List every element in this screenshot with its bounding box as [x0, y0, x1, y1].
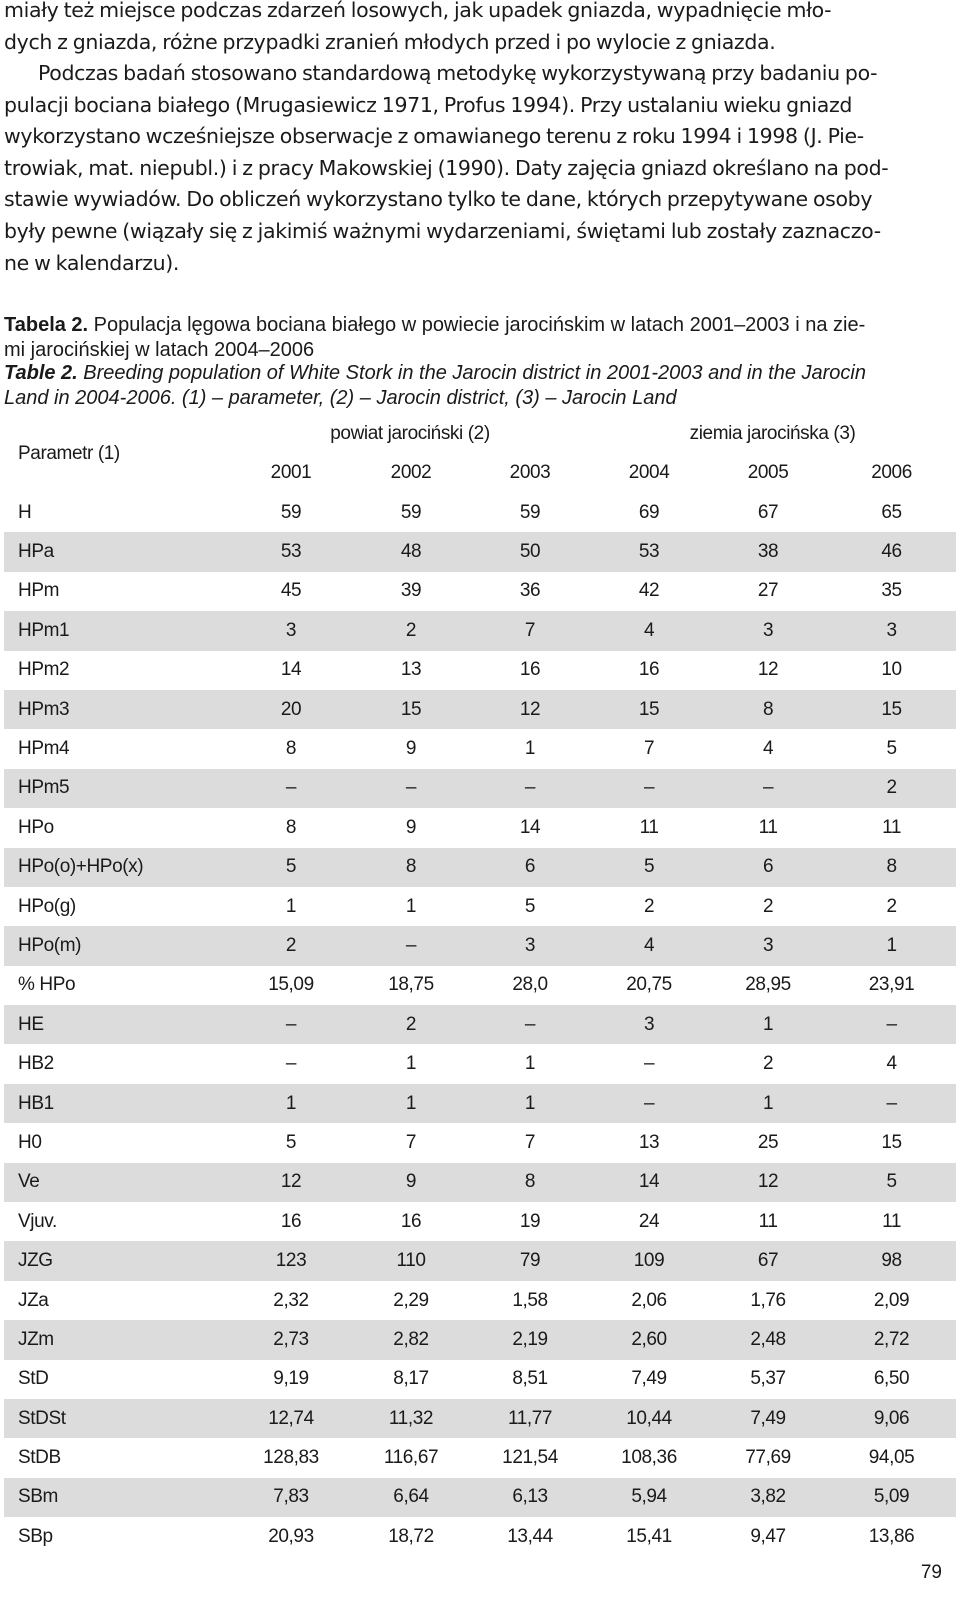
cell-value: 10 — [881, 659, 902, 681]
caption-text: Populacja lęgowa bociana białego w powiecie jarocińskim w latach 2001–2003 i na zie- — [88, 314, 866, 336]
cell-value: – — [589, 769, 709, 808]
header-year: 2002 — [390, 462, 432, 483]
cell-value: 10,44 — [589, 1399, 709, 1438]
caption-text: Breeding population of White Stork in the Jarocin district in 2001-2003 and in the Jarocin — [77, 362, 866, 384]
cell-value: – — [231, 1005, 351, 1044]
cell-value: 3 — [231, 611, 351, 650]
cell-value: 109 — [589, 1241, 709, 1280]
row-parameter: HPm2 — [18, 659, 70, 681]
cell-value: 45 — [280, 580, 302, 602]
cell-value: 9,06 — [827, 1399, 956, 1438]
cell-value: 5 — [231, 848, 351, 887]
cell-value: 123 — [231, 1241, 351, 1280]
cell-value: 1 — [405, 895, 417, 917]
cell-value: 8 — [351, 848, 471, 887]
cell-value: 11 — [639, 816, 659, 838]
cell-value: 67 — [757, 501, 779, 523]
cell-value: – — [589, 1084, 709, 1123]
row-parameter: JZa — [18, 1289, 49, 1311]
cell-value: 8 — [709, 690, 827, 729]
cell-value: 67 — [709, 1241, 827, 1280]
table-row — [4, 611, 956, 650]
cell-value: 7 — [405, 1131, 417, 1153]
cell-value: – — [351, 769, 471, 808]
row-parameter: HPo(o)+HPo(x) — [4, 848, 231, 887]
row-parameter: Vjuv. — [18, 1210, 57, 1232]
cell-value: – — [471, 769, 589, 808]
cell-value: 8 — [285, 738, 297, 760]
cell-value: 35 — [881, 580, 902, 602]
row-parameter: % HPo — [18, 974, 76, 996]
cell-value: 5 — [589, 848, 709, 887]
cell-value: 13,86 — [868, 1525, 915, 1547]
cell-value: 14 — [280, 659, 302, 681]
cell-value: 2 — [762, 1053, 774, 1075]
text-line: ne w kalendarzu). — [4, 250, 180, 275]
cell-value: 2,32 — [273, 1289, 309, 1311]
cell-value: 1 — [231, 1084, 351, 1123]
cell-value: 2,60 — [589, 1320, 709, 1359]
cell-value: – — [709, 769, 827, 808]
cell-value: 25 — [757, 1131, 779, 1153]
table-row — [4, 1163, 956, 1202]
cell-value: 14 — [519, 816, 541, 838]
cell-value: 69 — [638, 501, 660, 523]
cell-value: 6,64 — [351, 1478, 471, 1517]
cell-value: – — [285, 1053, 297, 1075]
cell-value: 6,50 — [873, 1368, 910, 1390]
table-row — [4, 1044, 956, 1083]
cell-value: 13 — [400, 659, 422, 681]
header-year: 2004 — [628, 462, 670, 483]
cell-value: 12,74 — [231, 1399, 351, 1438]
table-row — [4, 926, 956, 965]
cell-value: 94,05 — [868, 1447, 915, 1469]
table-row — [4, 966, 956, 1005]
cell-value: 2 — [762, 895, 774, 917]
row-parameter: HE — [4, 1005, 231, 1044]
cell-value: 2,72 — [827, 1320, 956, 1359]
text-line: pulacji bociana białego (Mrugasiewicz 1971, Profus 1994). Przy ustalaniu wieku gniazd — [4, 92, 853, 117]
cell-value: 59 — [519, 501, 541, 523]
cell-value: 15 — [881, 1131, 902, 1153]
cell-value: 2 — [827, 769, 956, 808]
table-row — [4, 1320, 956, 1359]
cell-value: – — [351, 926, 471, 965]
cell-value: 6 — [709, 848, 827, 887]
row-parameter: H — [18, 501, 32, 523]
cell-value: 7 — [524, 1131, 536, 1153]
cell-value: 53 — [589, 532, 709, 571]
cell-value: 6 — [471, 848, 589, 887]
cell-value: 12 — [709, 1163, 827, 1202]
cell-value: 98 — [827, 1241, 956, 1280]
cell-value: 15 — [827, 690, 956, 729]
table-row — [4, 1005, 956, 1044]
cell-value: 9 — [405, 816, 417, 838]
cell-value: 59 — [280, 501, 302, 523]
cell-value: 1 — [351, 1084, 471, 1123]
cell-value: 8,51 — [512, 1368, 548, 1390]
cell-value: 2 — [231, 926, 351, 965]
cell-value: 9,47 — [750, 1525, 786, 1547]
cell-value: 65 — [881, 501, 902, 523]
cell-value: 2,09 — [873, 1289, 910, 1311]
cell-value: 4 — [589, 926, 709, 965]
table-row — [4, 532, 956, 571]
cell-value: 2,73 — [231, 1320, 351, 1359]
cell-value: 23,91 — [868, 974, 915, 996]
cell-value: 18,75 — [388, 974, 434, 996]
cell-value: 15 — [589, 690, 709, 729]
row-parameter: HPo — [18, 816, 54, 838]
cell-value: 53 — [231, 532, 351, 571]
table-caption-english — [4, 361, 954, 410]
caption-text: Land in 2004-2006. (1) – parameter, (2) – Jarocin district, (3) – Jarocin Land — [4, 386, 677, 409]
header-year: 2003 — [509, 462, 551, 483]
cell-value: 2 — [351, 1005, 471, 1044]
cell-value: 1 — [827, 926, 956, 965]
table-row — [4, 729, 956, 768]
text-line: wykorzystano wcześniejsze obserwacje z omawianego terenu z roku 1994 i 1998 (J. Pie- — [4, 124, 864, 149]
body-paragraph-end — [4, 0, 952, 58]
cell-value: 2 — [351, 611, 471, 650]
cell-value: 19 — [519, 1210, 541, 1232]
cell-value: 1 — [285, 895, 297, 917]
cell-value: 77,69 — [745, 1447, 791, 1469]
cell-value: – — [231, 769, 351, 808]
header-group-district: powiat jarociński (2) — [330, 423, 490, 444]
cell-value: 108,36 — [621, 1447, 677, 1469]
cell-value: 79 — [471, 1241, 589, 1280]
table-caption-polish — [4, 313, 954, 362]
table-row — [4, 651, 956, 690]
row-parameter: HPo(g) — [18, 895, 76, 917]
cell-value: 8,17 — [393, 1368, 429, 1390]
row-parameter: HPm — [18, 580, 60, 602]
cell-value: 3 — [709, 926, 827, 965]
cell-value: 20,93 — [268, 1525, 314, 1547]
cell-value: 1 — [524, 738, 536, 760]
stork-population-table — [4, 415, 956, 1557]
cell-value: 7,83 — [231, 1478, 351, 1517]
text-line: trowiak, mat. niepubl.) i z pracy Makowskiej (1990). Daty zajęcia gniazd określano na pod- — [4, 155, 889, 180]
cell-value: 3 — [827, 611, 956, 650]
table-row — [4, 769, 956, 808]
cell-value: 16 — [638, 659, 660, 681]
cell-value: 2 — [886, 895, 897, 917]
cell-value: 1,58 — [512, 1289, 548, 1311]
cell-value: 1 — [709, 1005, 827, 1044]
table-row — [4, 1438, 956, 1477]
cell-value: 1,76 — [750, 1289, 786, 1311]
row-parameter: SBp — [18, 1525, 53, 1547]
row-parameter: SBm — [4, 1478, 231, 1517]
cell-value: 2,19 — [471, 1320, 589, 1359]
cell-value: 27 — [757, 580, 779, 602]
cell-value: 39 — [400, 580, 422, 602]
cell-value: – — [827, 1084, 956, 1123]
cell-value: 16 — [280, 1210, 302, 1232]
header-year: 2001 — [270, 462, 312, 483]
row-parameter: StD — [18, 1368, 49, 1390]
table-body — [4, 493, 956, 1557]
cell-value: 13,44 — [507, 1525, 553, 1547]
table-row — [4, 1360, 956, 1399]
header-year: 2005 — [747, 462, 789, 483]
table-row — [4, 1202, 956, 1241]
cell-value: 15,41 — [626, 1525, 672, 1547]
cell-value: 16 — [400, 1210, 422, 1232]
cell-value: 3 — [471, 926, 589, 965]
cell-value: 11 — [758, 1210, 778, 1232]
methods-paragraph — [4, 58, 952, 279]
header-parameter: Parametr (1) — [18, 443, 120, 464]
cell-value: 11 — [758, 816, 778, 838]
text-line: były pewne (wiązały się z jakimiś ważnymi wydarzeniami, świętami lub zostały zaznaczo- — [4, 218, 881, 243]
cell-value: 8 — [285, 816, 297, 838]
table-row — [4, 493, 956, 532]
cell-value: 9,19 — [273, 1368, 309, 1390]
cell-value: 7 — [643, 738, 655, 760]
cell-value: 110 — [351, 1241, 471, 1280]
cell-value: 8 — [471, 1163, 589, 1202]
header-year: 2006 — [871, 462, 912, 483]
cell-value: 13 — [638, 1131, 660, 1153]
cell-value: – — [827, 1005, 956, 1044]
cell-value: 8 — [827, 848, 956, 887]
cell-value: 20 — [231, 690, 351, 729]
cell-value: 7,49 — [631, 1368, 667, 1390]
row-parameter: HPm4 — [18, 738, 70, 760]
cell-value: 5,37 — [750, 1368, 786, 1390]
cell-value: 6,13 — [471, 1478, 589, 1517]
row-parameter: HPo(m) — [4, 926, 231, 965]
cell-value: 3 — [589, 1005, 709, 1044]
cell-value: 28,95 — [745, 974, 791, 996]
cell-value: 20,75 — [626, 974, 672, 996]
cell-value: 2,48 — [709, 1320, 827, 1359]
cell-value: 1 — [405, 1053, 417, 1075]
caption-label: Table 2. — [4, 362, 78, 384]
cell-value: 42 — [638, 580, 660, 602]
cell-value: 121,54 — [502, 1447, 558, 1469]
row-parameter: JZG — [4, 1241, 231, 1280]
table-row — [4, 1084, 956, 1123]
table-row — [4, 1241, 956, 1280]
cell-value: 7,49 — [709, 1399, 827, 1438]
cell-value: 7 — [471, 611, 589, 650]
cell-value: 3 — [709, 611, 827, 650]
table-row — [4, 1399, 956, 1438]
cell-value: 12 — [757, 659, 779, 681]
table-row — [4, 572, 956, 611]
cell-value: – — [471, 1005, 589, 1044]
row-parameter: HB1 — [4, 1084, 231, 1123]
cell-value: 28,0 — [512, 974, 548, 996]
cell-value: 5 — [827, 1163, 956, 1202]
cell-value: 12 — [471, 690, 589, 729]
row-parameter: StDSt — [4, 1399, 231, 1438]
cell-value: 1 — [709, 1084, 827, 1123]
cell-value: 1 — [471, 1084, 589, 1123]
cell-value: 4 — [886, 1053, 897, 1075]
cell-value: 12 — [231, 1163, 351, 1202]
table-row — [4, 1123, 956, 1162]
row-parameter: HPm3 — [4, 690, 231, 729]
cell-value: 1 — [524, 1053, 536, 1075]
cell-value: 4 — [589, 611, 709, 650]
cell-value: 36 — [519, 580, 541, 602]
table-row — [4, 808, 956, 847]
cell-value: 128,83 — [263, 1447, 319, 1469]
cell-value: 116,67 — [383, 1447, 439, 1469]
cell-value: 9 — [351, 1163, 471, 1202]
cell-value: 16 — [519, 659, 541, 681]
cell-value: 11,32 — [351, 1399, 471, 1438]
cell-value: 2,29 — [393, 1289, 429, 1311]
caption-text: mi jarocińskiej w latach 2004–2006 — [4, 338, 315, 361]
row-parameter: HPm1 — [4, 611, 231, 650]
table-row — [4, 1478, 956, 1517]
header-group-land: ziemia jarocińska (3) — [689, 423, 856, 444]
table-row — [4, 1517, 956, 1556]
cell-value: 18,72 — [388, 1525, 434, 1547]
cell-value: 48 — [351, 532, 471, 571]
cell-value: 5 — [524, 895, 536, 917]
cell-value: 59 — [400, 501, 422, 523]
cell-value: 14 — [589, 1163, 709, 1202]
cell-value: 38 — [709, 532, 827, 571]
table-row — [4, 887, 956, 926]
cell-value: 15 — [351, 690, 471, 729]
cell-value: 5,94 — [589, 1478, 709, 1517]
row-parameter: HPa — [4, 532, 231, 571]
cell-value: 2,82 — [351, 1320, 471, 1359]
cell-value: 3,82 — [709, 1478, 827, 1517]
cell-value: 5,09 — [827, 1478, 956, 1517]
cell-value: 11 — [882, 816, 902, 838]
cell-value: 46 — [827, 532, 956, 571]
page-number: 79 — [920, 1562, 942, 1583]
table-row — [4, 1281, 956, 1320]
cell-value: 2,06 — [631, 1289, 667, 1311]
cell-value: 11,77 — [471, 1399, 589, 1438]
cell-value: 9 — [405, 738, 417, 760]
cell-value: 50 — [471, 532, 589, 571]
cell-value: 5 — [285, 1131, 297, 1153]
row-parameter: HB2 — [18, 1053, 54, 1075]
caption-label: Tabela 2. — [4, 314, 89, 336]
row-parameter: Ve — [4, 1163, 231, 1202]
row-parameter: JZm — [4, 1320, 231, 1359]
table-row — [4, 690, 956, 729]
cell-value: 2 — [643, 895, 655, 917]
cell-value: 4 — [762, 738, 774, 760]
text-line: dych z gniazda, różne przypadki zranień młodych przed i po wylocie z gniazda. — [4, 29, 776, 54]
row-parameter: HPm5 — [4, 769, 231, 808]
text-line: stawie wywiadów. Do obliczeń wykorzystano tylko te dane, których przepytywane osoby — [4, 187, 873, 212]
table-row — [4, 848, 956, 887]
row-parameter: StDB — [18, 1447, 61, 1469]
text-line: miały też miejsce podczas zdarzeń losowych, jak upadek gniazda, wypadnięcie mło- — [4, 0, 832, 22]
cell-value: 15,09 — [268, 974, 314, 996]
cell-value: 5 — [886, 738, 897, 760]
text-line: Podczas badań stosowano standardową metodykę wykorzystywaną przy badaniu po- — [38, 61, 878, 85]
cell-value: – — [643, 1053, 655, 1075]
cell-value: 24 — [638, 1210, 660, 1232]
cell-value: 11 — [882, 1210, 902, 1232]
row-parameter: H0 — [18, 1131, 42, 1153]
